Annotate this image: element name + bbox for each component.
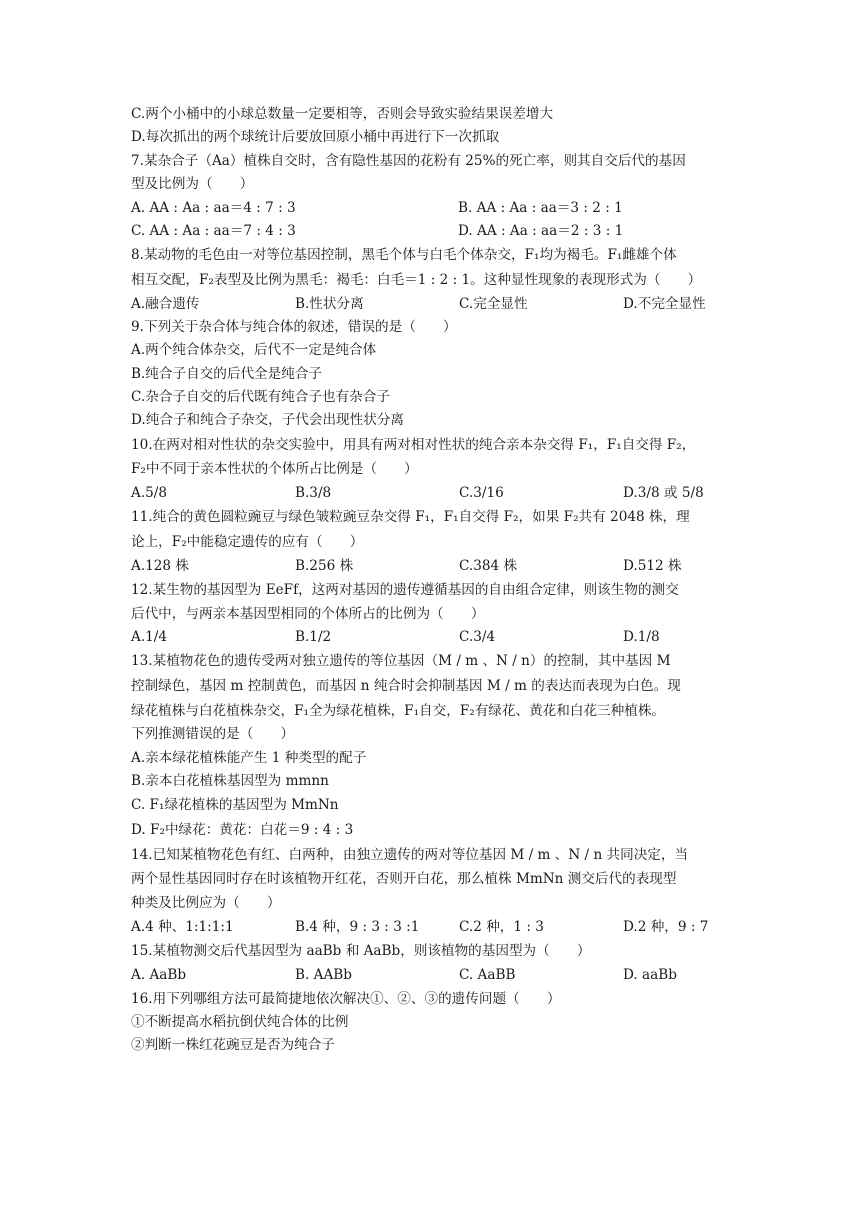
q13-option-c: C. F₁绿花植株的基因型为 MmNn <box>131 797 339 814</box>
q16-stem: 16.用下列哪组方法可最简捷地依次解决①、②、③的遗传问题（ ） <box>131 990 561 1007</box>
q7-option-b: B. AA : Aa : aa＝3 : 2 : 1 <box>458 199 623 216</box>
q15-stem: 15.某植物测交后代基因型为 aaBb 和 AaBb，则该植物的基因型为（ ） <box>131 942 591 959</box>
q14-option-d: D.2 种，9 : 7 <box>623 919 709 936</box>
q14-option-c: C.2 种，1 : 3 <box>459 919 544 936</box>
q11-option-a: A.128 株 <box>131 557 189 574</box>
q12-option-a: A.1/4 <box>131 629 168 646</box>
q13-option-d: D. F₂中绿花：黄花：白花＝9 : 4 : 3 <box>131 821 354 838</box>
q9-option-c: C.杂合子自交的后代既有纯合子也有杂合子 <box>131 389 390 406</box>
q14-option-b: B.4 种，9 : 3 : 3 :1 <box>295 919 420 936</box>
q11-stem-cont: 论上，F₂中能稳定遗传的应有（ ） <box>131 534 364 551</box>
q9-option-b: B.纯合子自交的后代全是纯合子 <box>131 365 323 382</box>
q7-stem: 7.某杂合子（Aa）植株自交时，含有隐性基因的花粉有 25%的死亡率，则其自交后代的基因 <box>131 152 686 169</box>
q12-options <box>131 626 737 649</box>
q10-option-d: D.3/8 或 5/8 <box>623 485 704 502</box>
q14-stem: 14.已知某植物花色有红、白两种，由独立遗传的两对等位基因 M / m 、N / n 共同决定，当 <box>131 846 689 863</box>
q13-stem-cont-2: 绿花植株与白花植株杂交，F₁全为绿花植株，F₁自交，F₂有绿花、黄花和白花三种植株。 <box>131 702 666 719</box>
q10-option-c: C.3/16 <box>459 485 504 502</box>
q10-stem-cont: F₂中不同于亲本性状的个体所占比例是（ ） <box>131 461 418 478</box>
q14-stem-cont-1: 两个显性基因同时存在时该植物开红花，否则开白花，那么植株 MmNn 测交后代的表现型 <box>131 871 677 888</box>
q13-stem-cont-3: 下列推测错误的是（ ） <box>131 726 295 743</box>
q14-option-a: A.4 种、1:1:1:1 <box>131 919 234 936</box>
q7-option-d: D. AA : Aa : aa＝2 : 3 : 1 <box>458 222 624 239</box>
q13-stem: 13.某植物花色的遗传受两对独立遗传的等位基因（M / m 、N / n）的控制，其中基因 M <box>131 653 671 670</box>
q7-option-a: A. AA : Aa : aa＝4 : 7 : 3 <box>131 199 296 216</box>
q7-option-c: C. AA : Aa : aa＝7 : 4 : 3 <box>131 222 296 239</box>
q8-option-c: C.完全显性 <box>459 295 528 312</box>
q8-stem: 8.某动物的毛色由一对等位基因控制，黑毛个体与白毛个体杂交，F₁均为褐毛。F₁雌雄个体 <box>131 247 677 264</box>
q8-option-b: B.性状分离 <box>295 295 364 312</box>
q10-option-a: A.5/8 <box>131 485 168 502</box>
q6-option-c: C.两个小桶中的小球总数量一定要相等，否则会导致实验结果误差增大 <box>131 106 554 122</box>
q11-stem: 11.纯合的黄色圆粒豌豆与绿色皱粒豌豆杂交得 F₁，F₁自交得 F₂，如果 F₂共有 2048 株，理 <box>131 509 690 526</box>
q11-options <box>131 555 737 578</box>
q11-option-c: C.384 株 <box>459 557 518 574</box>
q9-option-d: D.纯合子和纯合子杂交，子代会出现性状分离 <box>131 412 405 429</box>
q11-option-b: B.256 株 <box>295 557 354 574</box>
q16-item-2: ②判断一株红花豌豆是否为纯合子 <box>131 1037 335 1054</box>
q13-option-b: B.亲本白花植株基因型为 mmnn <box>131 772 329 789</box>
q9-option-a: A.两个纯合体杂交，后代不一定是纯合体 <box>131 342 377 359</box>
q14-stem-cont-2: 种类及比例应为（ ） <box>131 894 281 911</box>
q10-options <box>131 482 737 505</box>
q15-options <box>131 963 737 988</box>
q8-stem-cont: 相互交配，F₂表型及比例为黑毛：褐毛：白毛＝1 : 2 : 1。这种显性现象的表现形式为（ ） <box>131 271 702 288</box>
q8-options <box>131 293 737 316</box>
q10-stem: 10.在两对相对性状的杂交实验中，用具有两对相对性状的纯合亲本杂交得 F₁，F₁自交得 F₂， <box>131 436 696 453</box>
q10-option-b: B.3/8 <box>295 485 332 502</box>
question-text-block <box>131 103 737 1058</box>
q15-option-a: A. AaBb <box>131 967 187 984</box>
q13-stem-cont-1: 控制绿色，基因 m 控制黄色，而基因 n 纯合时会抑制基因 M / m 的表达而表现为白色。现 <box>131 678 681 694</box>
q12-stem-cont: 后代中，与两亲本基因型相同的个体所占的比例为（ ） <box>131 605 485 622</box>
q8-option-d: D.不完全显性 <box>623 295 706 312</box>
q15-option-b: B. AABb <box>295 967 352 984</box>
q11-option-d: D.512 株 <box>623 557 682 574</box>
q12-option-d: D.1/8 <box>623 629 660 646</box>
q7-options-row-2 <box>131 220 737 243</box>
q8-option-a: A.融合遗传 <box>131 295 200 312</box>
q7-options-row-1 <box>131 197 737 220</box>
q12-option-b: B.1/2 <box>295 629 332 646</box>
q16-item-1: ①不断提高水稻抗倒伏纯合体的比例 <box>131 1014 349 1031</box>
q12-option-c: C.3/4 <box>459 629 496 646</box>
q15-option-c: C. AaBB <box>459 967 516 984</box>
q12-stem: 12.某生物的基因型为 EeFf，这两对基因的遗传遵循基因的自由组合定律，则该生物的测交 <box>131 582 679 599</box>
q13-option-a: A.亲本绿花植株能产生 1 种类型的配子 <box>131 749 367 766</box>
q9-stem: 9.下列关于杂合体与纯合体的叙述，错误的是（ ） <box>131 318 457 335</box>
q6-option-d: D.每次抓出的两个球统计后要放回原小桶中再进行下一次抓取 <box>131 129 500 146</box>
q7-stem-cont: 型及比例为（ ） <box>131 176 254 193</box>
q14-options <box>131 915 737 940</box>
q15-option-d: D. aaBb <box>623 967 677 984</box>
